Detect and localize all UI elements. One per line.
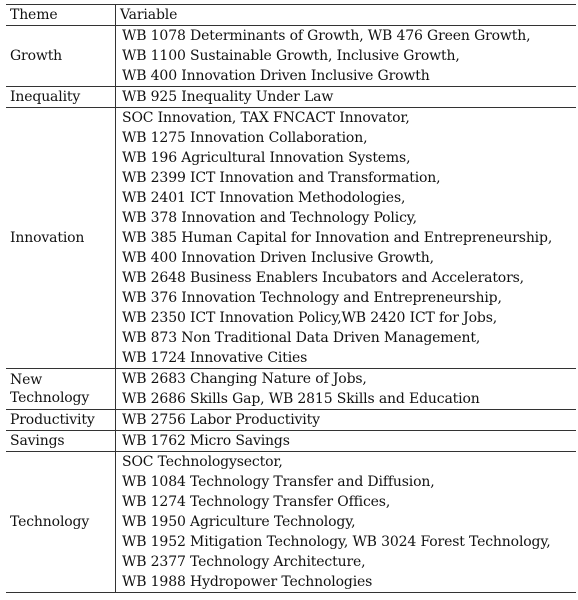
variable-line: WB 1988 Hydropower Technologies [122,574,373,590]
table-row [6,431,576,452]
theme-group [6,369,576,410]
theme-column-header: Theme [6,5,116,26]
table-row [6,452,576,593]
theme-cell: Inequality [6,87,116,108]
theme-cell: Growth [6,26,116,87]
variable-line: WB 376 Innovation Technology and Entrepreneurship, [122,290,502,306]
variable-cell [116,369,577,410]
variable-line: WB 2377 Technology Architecture, [122,554,366,570]
variable-line: WB 2756 Labor Productivity [122,412,320,428]
variable-cell [116,87,577,108]
variable-line: WB 2648 Business Enablers Incubators and Accelerators, [122,270,524,286]
variable-cell [116,431,577,452]
header-row [6,5,576,26]
table-row [6,410,576,431]
variable-cell [116,26,577,87]
theme-cell: Innovation [6,108,116,369]
variable-line: WB 400 Innovation Driven Inclusive Growth [122,68,430,84]
table-header [6,5,576,26]
variable-line: WB 1084 Technology Transfer and Diffusion, [122,474,435,490]
variable-line: WB 2401 ICT Innovation Methodologies, [122,190,406,206]
theme-cell: Productivity [6,410,116,431]
variable-line: WB 378 Innovation and Technology Policy, [122,210,417,226]
theme-cell: New Technology [6,369,116,410]
variable-column-header: Variable [120,7,178,23]
variable-cell [116,410,577,431]
variable-line: WB 1762 Micro Savings [122,433,290,449]
theme-group [6,431,576,452]
table-row [6,26,576,87]
theme-cell: Savings [6,431,116,452]
table-row [6,369,576,410]
theme-group [6,452,576,593]
theme-variable-table [6,4,576,593]
theme-group [6,108,576,369]
variable-line: WB 196 Agricultural Innovation Systems, [122,150,411,166]
variable-line: WB 1275 Innovation Collaboration, [122,130,368,146]
variable-line: WB 1100 Sustainable Growth, Inclusive Growth, [122,48,460,64]
table-row [6,87,576,108]
theme-group [6,87,576,108]
theme-group [6,26,576,87]
variable-line: WB 1274 Technology Transfer Offices, [122,494,391,510]
variable-line: WB 400 Innovation Driven Inclusive Growth, [122,250,434,266]
variable-line: WB 2683 Changing Nature of Jobs, [122,371,367,387]
variable-line: WB 1950 Agriculture Technology, [122,514,356,530]
variable-line: WB 1724 Innovative Cities [122,350,308,366]
variable-line: WB 2350 ICT Innovation Policy,WB 2420 ICT for Jobs, [122,310,498,326]
variable-line: WB 1078 Determinants of Growth, WB 476 Green Growth, [122,28,531,44]
theme-cell: Technology [6,452,116,593]
variable-line: SOC Technologysector, [122,454,283,470]
variable-line: WB 1952 Mitigation Technology, WB 3024 Forest Technology, [122,534,551,550]
variable-line: WB 385 Human Capital for Innovation and Entrepreneurship, [122,230,553,246]
variable-line: WB 2399 ICT Innovation and Transformation, [122,170,441,186]
variable-cell [116,452,577,593]
theme-group [6,410,576,431]
variable-line: WB 873 Non Traditional Data Driven Management, [122,330,481,346]
variable-line: WB 2686 Skills Gap, WB 2815 Skills and Education [122,391,480,407]
variable-line: SOC Innovation, TAX FNCACT Innovator, [122,110,410,126]
variable-line: WB 925 Inequality Under Law [122,89,334,105]
table-row [6,108,576,369]
variable-cell [116,108,577,369]
